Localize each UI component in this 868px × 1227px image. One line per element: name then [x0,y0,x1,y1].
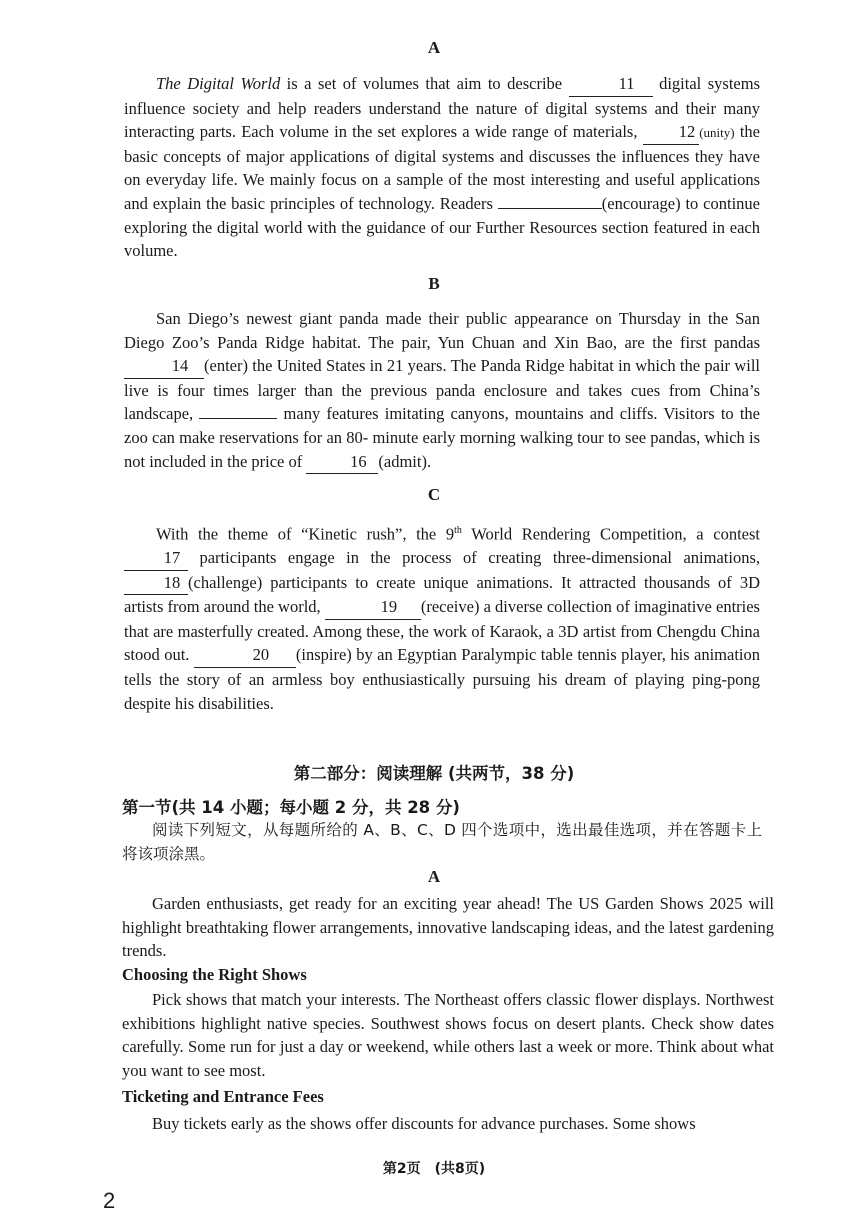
instruction-text: 阅读下列短文，从每题所给的 A、B、C、D 四个选项中，选出最佳选项，并在答题卡上将该项涂黑。 [122,821,762,863]
paragraph-choosing-shows: Pick shows that match your interests. The Northeast offers classic flower displays. Northwest exhibitions highlight native species. Southwest shows focus on desert plants. Check show dates carefully. Some run for just a day or weekend, while others last a week or more. Think about what you want to see most. [122,990,774,1080]
section-a-letter: A [427,38,441,57]
blank-20[interactable]: 20 [194,643,296,668]
heading-choosing-shows: Choosing the Right Shows [122,965,307,984]
hint-12: (unity) [699,125,735,141]
book-title: The Digital World [156,74,281,93]
blank-12[interactable]: 12 [643,120,700,145]
blank-16[interactable]: 16 [306,450,378,475]
paragraph-ticketing: Buy tickets early as the shows offer discounts for advance purchases. Some shows [152,1114,696,1133]
heading-ticketing: Ticketing and Entrance Fees [122,1087,324,1106]
section-c-paragraph: With the theme of “Kinetic rush”, the 9th World Rendering Competition, a contest 17 participants engage in the process of creating three-dimensional animations, 18 (challenge) participants to create unique animations. It attracted thousands of 3D artists from around the world, 19 (receive) a diverse collection of imaginative entries that are masterfully created. Among these, the work of Karaok, a 3D artist from Chengdu China stood out. 20 (inspire) by an Egyptian Paralympic table tennis player, his animation tells the story of an armless boy enthusiastically pursuing his dream of playing ping-pong despite his disabilities. [124,524,761,713]
blank-18[interactable]: 18 [124,571,188,596]
blank-15[interactable] [199,418,277,419]
section-b-paragraph: San Diego’s newest giant panda made their public appearance on Thursday in the San Diego Zoo’s Panda Ridge habitat. The pair, Yun Chuan and Xin Bao, are the first pandas 14 (enter) the United States in 21 years. The Panda Ridge habitat in which the pair will live is four times larger than the previous panda enclosure and takes cues from China’s landscape, many features imitating canyons, mountains and cliffs. Visitors to the zoo can make reservations for an 80- minute early morning walking tour to see pandas, which is not included in the price of 16 (admit). [124,307,760,474]
section-b-letter: B [428,274,440,293]
part2-title: 第二部分：阅读理解 (共两节，38 分) [293,764,575,783]
blank-17[interactable]: 17 [124,546,188,571]
passage-a-letter: A [427,867,441,886]
passage-intro: Garden enthusiasts, get ready for an exciting year ahead! The US Garden Shows 2025 will highlight breathtaking flower arrangements, innovative landscaping ideas, and the latest gardening trends. [122,894,774,961]
page-number: 2 [103,1188,116,1213]
section-c-letter: C [427,485,441,504]
blank-11[interactable]: 11 [569,72,653,97]
blank-13[interactable] [498,208,602,209]
blank-19[interactable]: 19 [325,595,421,620]
section1-title: 第一节(共 14 小题；每小题 2 分，共 28 分) [122,798,460,817]
page-footer: 第2页 (共8页) [382,1161,486,1177]
blank-14[interactable]: 14 [124,354,204,379]
section-a-paragraph: The Digital World is a set of volumes that aim to describe 11 digital systems influence society and help readers understand the nature of digital systems and their many interacting parts. Each volume in the set explores a wide range of materials, 12 (unity) the basic concepts of major applications of digital systems and discusses the influences they have on everyday life. We mainly focus on a sample of the most interesting and useful applications and explain the basic principles of technology. Readers (encourage) to continue exploring the digital world with the guidance of our Further Resources section featured in each volume. [124,74,760,261]
